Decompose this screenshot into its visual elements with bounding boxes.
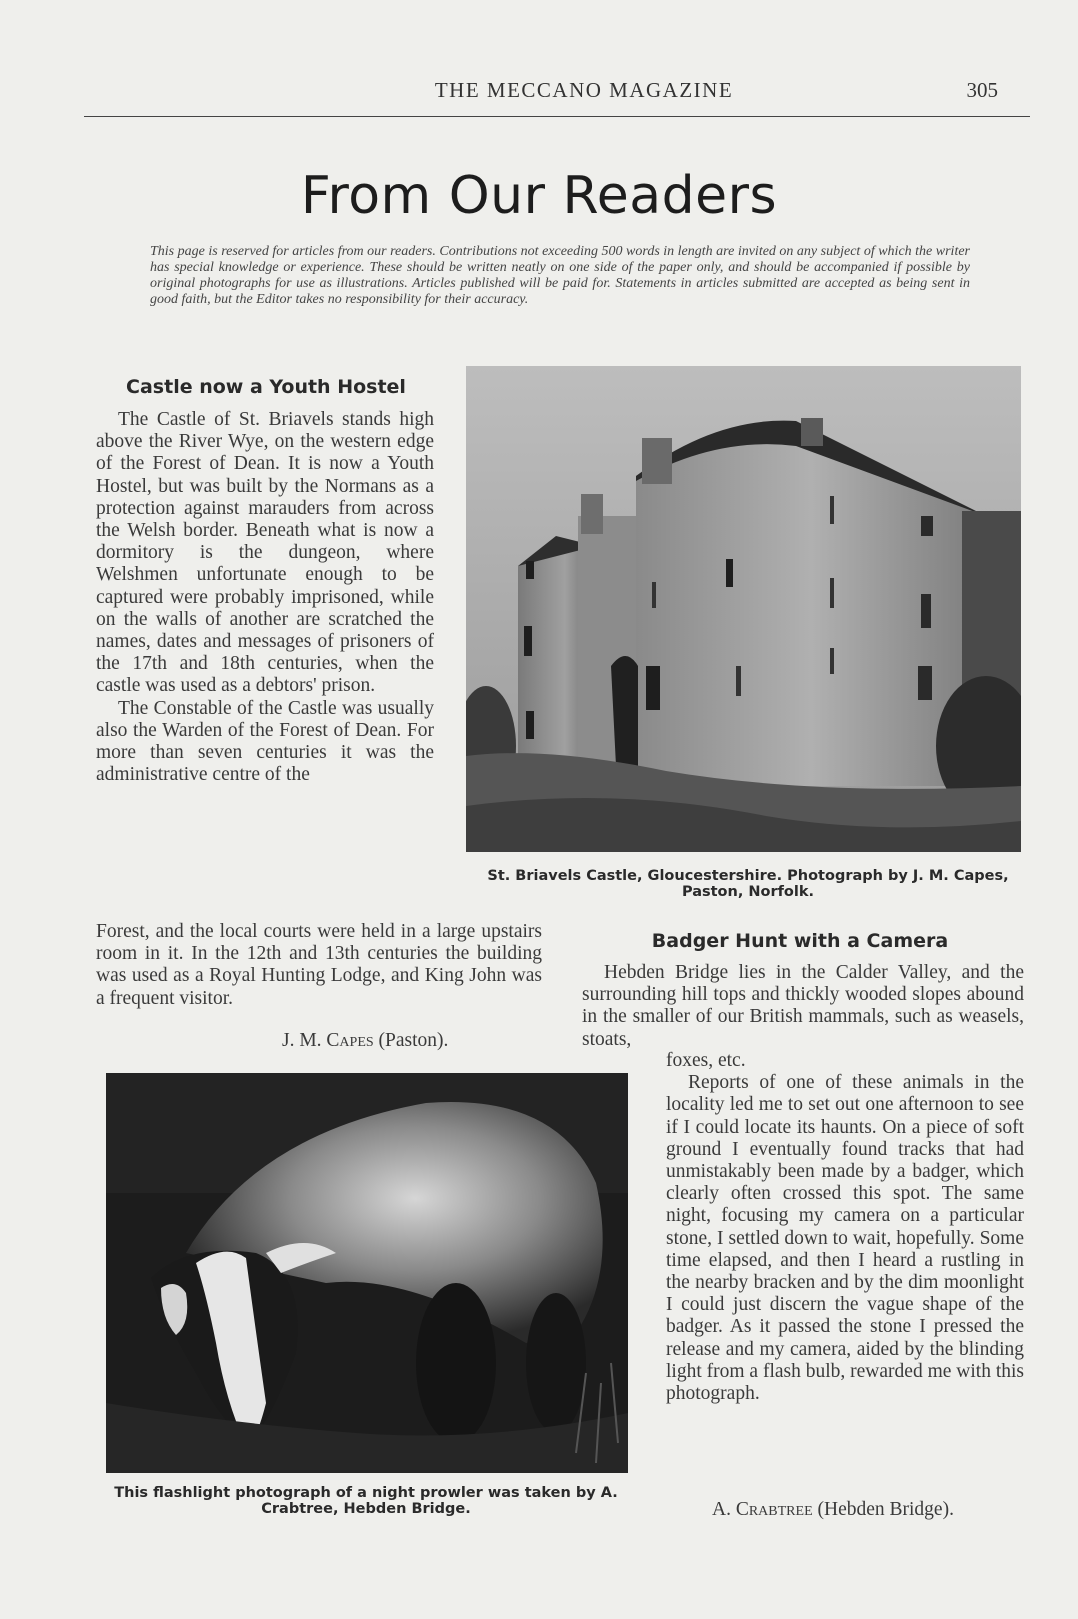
badger-photo bbox=[106, 1073, 628, 1473]
article-heading-badger: Badger Hunt with a Camera bbox=[651, 930, 949, 952]
running-head bbox=[84, 78, 1030, 117]
article-body-castle bbox=[96, 409, 434, 786]
badger-author-signature bbox=[712, 1499, 954, 1521]
intro-text: This page is reserved for articles from our readers. Contributions not exceeding 500 words in length are invited on any subject of which the writer has special knowledge or experience. These should be written neatly on one side of the paper only, and should be accompanied if possible by original photographs for use as illustrations. Articles published will be paid for. Statements in articles submitted are accepted as being sent in good faith, but the Editor takes no responsibility for their accuracy. bbox=[150, 244, 970, 307]
castle-photo-caption: St. Briavels Castle, Gloucestershire. Photograph by J. M. Capes, Paston, Norfolk. bbox=[487, 868, 1009, 900]
badger-paragraph-1 bbox=[582, 962, 1024, 1051]
badger-author-place: (Hebden Bridge). bbox=[817, 1499, 954, 1520]
badger-paragraph-1-text: Hebden Bridge lies in the Calder Valley, and the surrounding hill tops and thickly wooded slopes abound in the smaller of our British mammals, such as weasels, stoats, bbox=[582, 962, 1024, 1050]
castle-illustration bbox=[466, 366, 1021, 852]
castle-photo bbox=[466, 366, 1021, 852]
badger-paragraph-1-continued: foxes, etc. bbox=[666, 1050, 746, 1071]
badger-body-narrow bbox=[666, 1050, 1024, 1405]
page-number: 305 bbox=[966, 78, 998, 102]
badger-author-name: A. Crabtree bbox=[712, 1499, 813, 1520]
article-heading-castle: Castle now a Youth Hostel bbox=[126, 376, 406, 398]
magazine-title: THE MECCANO MAGAZINE bbox=[434, 78, 734, 102]
page-title: From Our Readers bbox=[300, 166, 778, 226]
badger-photo-caption: This flashlight photograph of a night prowler was taken by A. Crabtree, Hebden Bridge. bbox=[114, 1485, 618, 1517]
castle-paragraph-2: The Constable of the Castle was usually also the Warden of the Forest of Dean. For more than seven centuries it was the administrative centre of the bbox=[96, 697, 434, 786]
castle-author-place: (Paston). bbox=[378, 1030, 449, 1051]
badger-paragraph-2: Reports of one of these animals in the locality led me to set out one afternoon to see if I could locate its haunts. On a piece of soft ground I eventually found tracks that had unmistakably been made by a badger, which clearly often crossed this spot. The same night, focusing my camera on a particular stone, I settled down to wait, hopefully. Some time elapsed, and then I heard a rustling in the nearby bracken and by the dim moonlight I could just discern the vague shape of the badger. As it passed the stone I pressed the release and my camera, aided by the blinding light from a flash bulb, rewarded me with this photograph. bbox=[666, 1072, 1024, 1405]
castle-author-name: J. M. Capes bbox=[282, 1030, 374, 1051]
badger-illustration bbox=[106, 1073, 628, 1473]
castle-paragraph-1: The Castle of St. Briavels stands high above the River Wye, on the western edge of the Forest of Dean. It is now a Youth Hostel, but was built by the Normans as a protection against marauders from across the Welsh border. Beneath what is now a dormitory is the dungeon, where Welshmen unfortunate enough to be captured were probably imprisoned, while on the walls of another are scratched the names, dates and messages of prisoners of the 17th and 18th centuries, when the castle was used as a debtors' prison. bbox=[96, 409, 434, 697]
castle-author-signature bbox=[282, 1030, 448, 1052]
castle-paragraph-2-continued: Forest, and the local courts were held in a large upstairs room in it. In the 12th and 13th centuries the building was used as a Royal Hunting Lodge, and King John was a frequent visitor. bbox=[96, 921, 542, 1009]
